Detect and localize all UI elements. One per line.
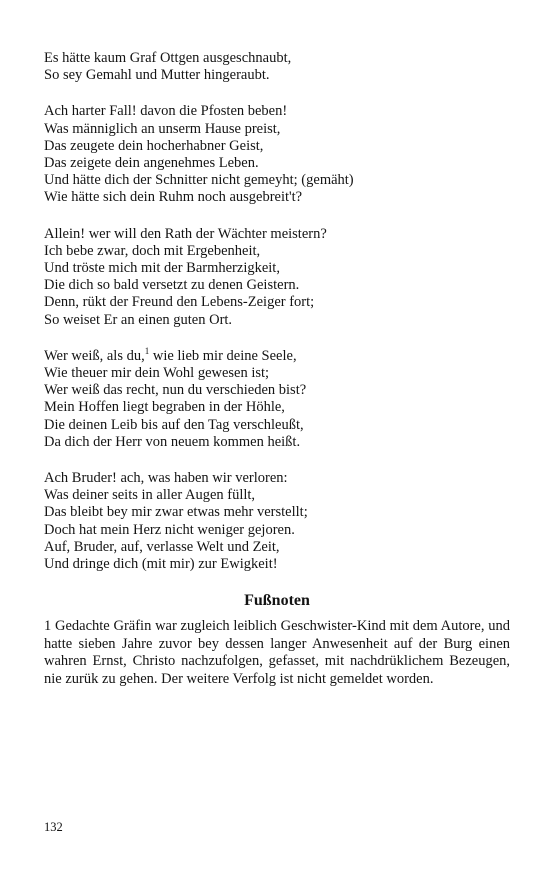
verse-line: Das bleibt bey mir zwar etwas mehr verstellt; — [44, 504, 308, 521]
stanza-5 — [44, 470, 510, 573]
verse-line: Wie hätte sich dein Ruhm noch ausgebreit't? — [44, 189, 303, 206]
stanza-2 — [44, 103, 510, 206]
verse-line: Das zeigete dein angenehmes Leben. — [44, 155, 259, 172]
page-body — [44, 50, 510, 688]
verse-line: Wer weiß das recht, nun du verschieden bist? — [44, 382, 307, 399]
verse-line: Allein! wer will den Rath der Wächter meistern? — [44, 225, 327, 242]
verse-line-end: wie lieb mir deine Seele, — [149, 347, 297, 364]
verse-line: Die dich so bald versetzt zu denen Geistern. — [44, 277, 300, 294]
stanza-4 — [44, 348, 510, 451]
verse-line: Auf, Bruder, auf, verlasse Welt und Zeit, — [44, 538, 280, 555]
verse-line: Ach harter Fall! davon die Pfosten beben! — [44, 103, 288, 120]
page-number: 132 — [44, 820, 63, 834]
verse-line: Was deiner seits in aller Augen füllt, — [44, 487, 256, 504]
verse-line: Und dringe dich (mit mir) zur Ewigkeit! — [44, 556, 278, 573]
verse-line: Doch hat mein Herz nicht weniger gejoren. — [44, 521, 295, 538]
stanza-3 — [44, 226, 510, 329]
verse-line: Die deinen Leib bis auf den Tag verschleußt, — [44, 416, 304, 433]
verse-line: Das zeugete dein hocherhabner Geist, — [44, 137, 264, 154]
footnote-text: 1 Gedachte Gräfin war zugleich leiblich Geschwister-Kind mit dem Autore, und hatte sieben Jahre zuvor bey dessen langer Anwesenheit auf der Burg einen wahren Ernst, Christo nachzufolgen, gefasset, mit nachdrüklichem Bezeugen, nie zurük zu gehen. Der weitere Verfolg ist nicht gemeldet worden. — [44, 618, 510, 687]
verse-line: Ach Bruder! ach, was haben wir verloren: — [44, 470, 288, 487]
verse-line: Es hätte kaum Graf Ottgen ausgeschnaubt, — [44, 50, 292, 66]
verse-line: Und hätte dich der Schnitter nicht gemeyht; (gemäht) — [44, 172, 354, 189]
verse-line: Da dich der Herr von neuem kommen heißt. — [44, 433, 301, 450]
verse-line: So weiset Er an einen guten Ort. — [44, 311, 233, 328]
verse-line-with-footnote — [44, 348, 510, 365]
footnotes-heading: Fußnoten — [244, 592, 310, 610]
verse-line: Und tröste mich mit der Barmherzigkeit, — [44, 260, 280, 277]
verse-line: Denn, rükt der Freund den Lebens-Zeiger fort; — [44, 294, 315, 311]
footnote-ref-link[interactable]: 1 — [144, 346, 150, 357]
verse-line-start: Wer weiß, als du, — [44, 347, 145, 364]
verse-line: So sey Gemahl und Mutter hingeraubt. — [44, 67, 270, 84]
verse-line: Was männiglich an unserm Hause preist, — [44, 120, 281, 137]
verse-line: Wie theuer mir dein Wohl gewesen ist; — [44, 365, 270, 382]
verse-line: Ich bebe zwar, doch mit Ergebenheit, — [44, 242, 261, 259]
stanza-1 — [44, 50, 510, 84]
verse-line: Mein Hoffen liegt begraben in der Höhle, — [44, 399, 285, 416]
